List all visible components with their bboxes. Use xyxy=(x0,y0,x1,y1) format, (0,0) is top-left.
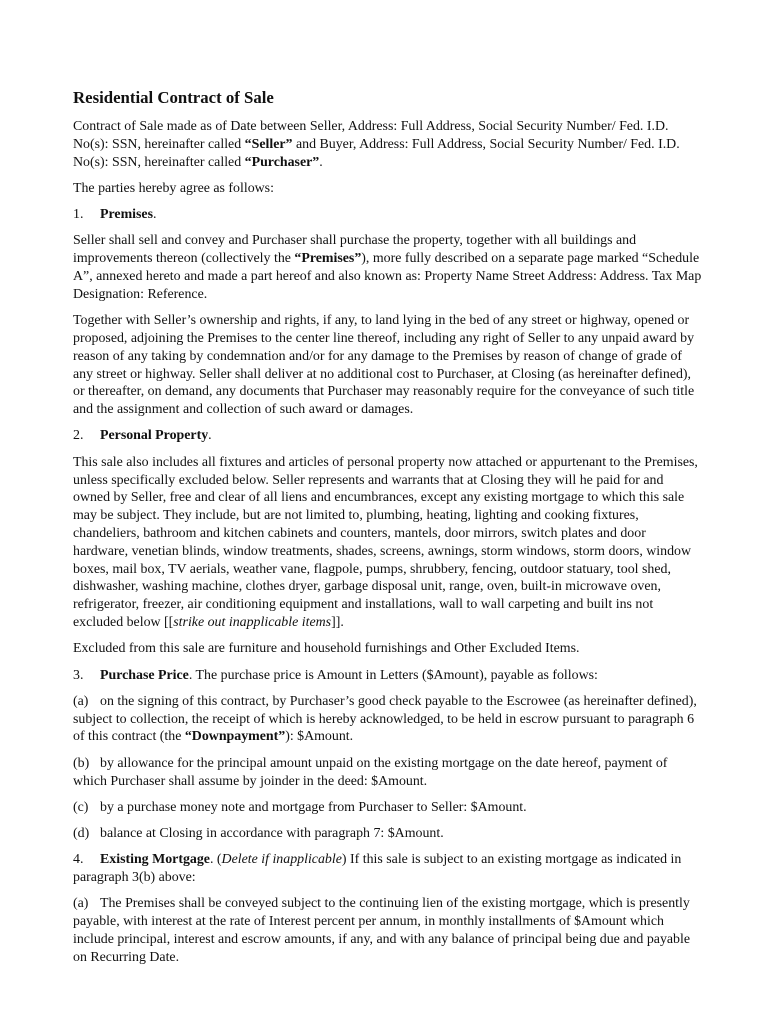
clause-3d xyxy=(73,825,703,843)
strike-out-note: strike out inapplicable items xyxy=(173,614,332,630)
agree-paragraph: The parties hereby agree as follows: xyxy=(73,180,274,196)
document-title: Residential Contract of Sale xyxy=(73,88,274,107)
personal-property-paragraph xyxy=(73,454,703,632)
clause-text-end: ): $Amount. xyxy=(285,729,354,745)
document-body xyxy=(73,88,703,975)
heading-period: . xyxy=(152,207,157,223)
section-title: Purchase Price xyxy=(100,667,189,683)
clause-text: by allowance for the principal amount unpaid on the existing mortgage on the date hereof, payment of which Purchaser shall assume by joinder in the deed: $Amount. xyxy=(73,755,668,789)
clause-text: balance at Closing in accordance with paragraph 7: $Amount. xyxy=(100,826,444,842)
section-4-heading xyxy=(73,851,703,887)
clause-4a xyxy=(73,895,703,966)
section-title: Existing Mortgage xyxy=(100,852,210,868)
delete-note: Delete if inapplicable xyxy=(221,852,342,868)
section-2-heading xyxy=(73,427,703,445)
existing-mortgage-text: ) If this sale is subject to an existing mortgage as indicated in paragraph 3(b) above: xyxy=(73,852,682,886)
premises-paragraph xyxy=(73,232,703,303)
excluded-paragraph: Excluded from this sale are furniture and household furnishings and Other Excluded Items. xyxy=(73,641,580,657)
premises-text-1: Seller shall sell and convey and Purchaser shall purchase the property, together with all buildings and improvements thereon (collectively the xyxy=(73,233,637,267)
heading-period: . xyxy=(208,428,212,444)
downpayment-term: “Downpayment” xyxy=(184,729,286,745)
clause-text: by a purchase money note and mortgage from Purchaser to Seller: $Amount. xyxy=(100,799,527,815)
section-number: 2. xyxy=(73,428,84,444)
clause-label: (a) xyxy=(73,896,89,912)
section-number: 4. xyxy=(73,852,84,868)
premises-text-2: ), more fully described on a separate page marked “Schedule A”, annexed hereto and made a part hereof and also known as: Property Name Street Address: Address. Tax Map Designation: Reference. xyxy=(73,251,702,302)
intro-paragraph xyxy=(73,118,703,171)
clause-3a xyxy=(73,693,703,746)
seller-term: “Seller” xyxy=(244,136,293,152)
section-3-heading xyxy=(73,667,703,685)
intro-text-3: . xyxy=(319,154,323,170)
premises-term: “Premises” xyxy=(294,251,362,267)
section-title: Personal Property xyxy=(100,428,209,444)
rights-paragraph: Together with Seller’s ownership and rights, if any, to land lying in the bed of any street or highway, opened or proposed, adjoining the Premises to the center line thereof, including any right of Seller to any unpaid award by reason of any taking by condemnation and/or for any damage to the Premises by reason of change of grade of any street or highway. Seller shall deliver at no additional cost to Purchaser, at Closing (as hereinafter defined), or thereafter, on demand, any documents that Purchaser may reasonably require for the conveyance of such title and the assignment and collection of such award or damages. xyxy=(73,313,695,418)
clause-3b xyxy=(73,755,703,791)
clause-text: The Premises shall be conveyed subject to the continuing lien of the existing mortgage, which is presently payable, with interest at the rate of Interest percent per annum, in monthly installments of $Amount which include principal, interest and escrow amounts, if any, and with any balance of principal being due and payable on Recurring Date. xyxy=(73,896,691,965)
section-title: Premises xyxy=(100,207,153,223)
clause-label: (d) xyxy=(73,826,90,842)
clause-label: (b) xyxy=(73,755,90,771)
intro-text-1: Contract of Sale made as of Date between Seller, Address: Full Address, Social Security Number/ Fed. I.D. No(s): SSN, hereinafter called xyxy=(73,119,669,152)
clause-label: (c) xyxy=(73,799,89,815)
purchase-price-text: . The purchase price is Amount in Letters ($Amount), payable as follows: xyxy=(188,667,598,683)
personal-property-text: This sale also includes all fixtures and articles of personal property now attached or appurtenant to the Premises, unless specifically excluded below. Seller represents and warrants that at Closing they will he paid for and owned by Seller, free and clear of all liens and encumbrances, except any existing mortgage to which this sale may be subject. They include, but are not limited to, plumbing, heating, lighting and cooking fixtures, chandeliers, bathroom and kitchen cabinets and counters, mantels, door mirrors, switch plates and door hardware, venetian blinds, window treatments, shades, screens, awnings, storm windows, storm doors, window boxes, mail box, TV aerials, weather vane, flagpole, pumps, shrubbery, fencing, outdoor statuary, tool shed, dishwasher, washing machine, clothes dryer, garbage disposal unit, range, oven, built-in microwave oven, refrigerator, freezer, air conditioning equipment and installations, wall to wall carpeting and built ins not excluded below [[ xyxy=(73,454,698,630)
intro-text-2: and Buyer, Address: Full Address, Social Security Number/ Fed. I.D. No(s): SSN, hereinafter called xyxy=(73,136,680,170)
section-1-heading xyxy=(73,206,703,224)
section-number: 3. xyxy=(73,667,84,683)
paren-open: . ( xyxy=(209,852,222,868)
personal-property-end: ]]. xyxy=(331,614,344,630)
purchaser-term: “Purchaser” xyxy=(244,154,320,170)
clause-label: (a) xyxy=(73,693,89,709)
section-number: 1. xyxy=(73,207,84,223)
clause-3c xyxy=(73,799,703,817)
clause-text: on the signing of this contract, by Purchaser’s good check payable to the Escrowee (as hereinafter defined), subject to collection, the receipt of which is hereby acknowledged, to be held in escrow pursuant to paragraph 6 of this contract (the xyxy=(73,693,697,745)
